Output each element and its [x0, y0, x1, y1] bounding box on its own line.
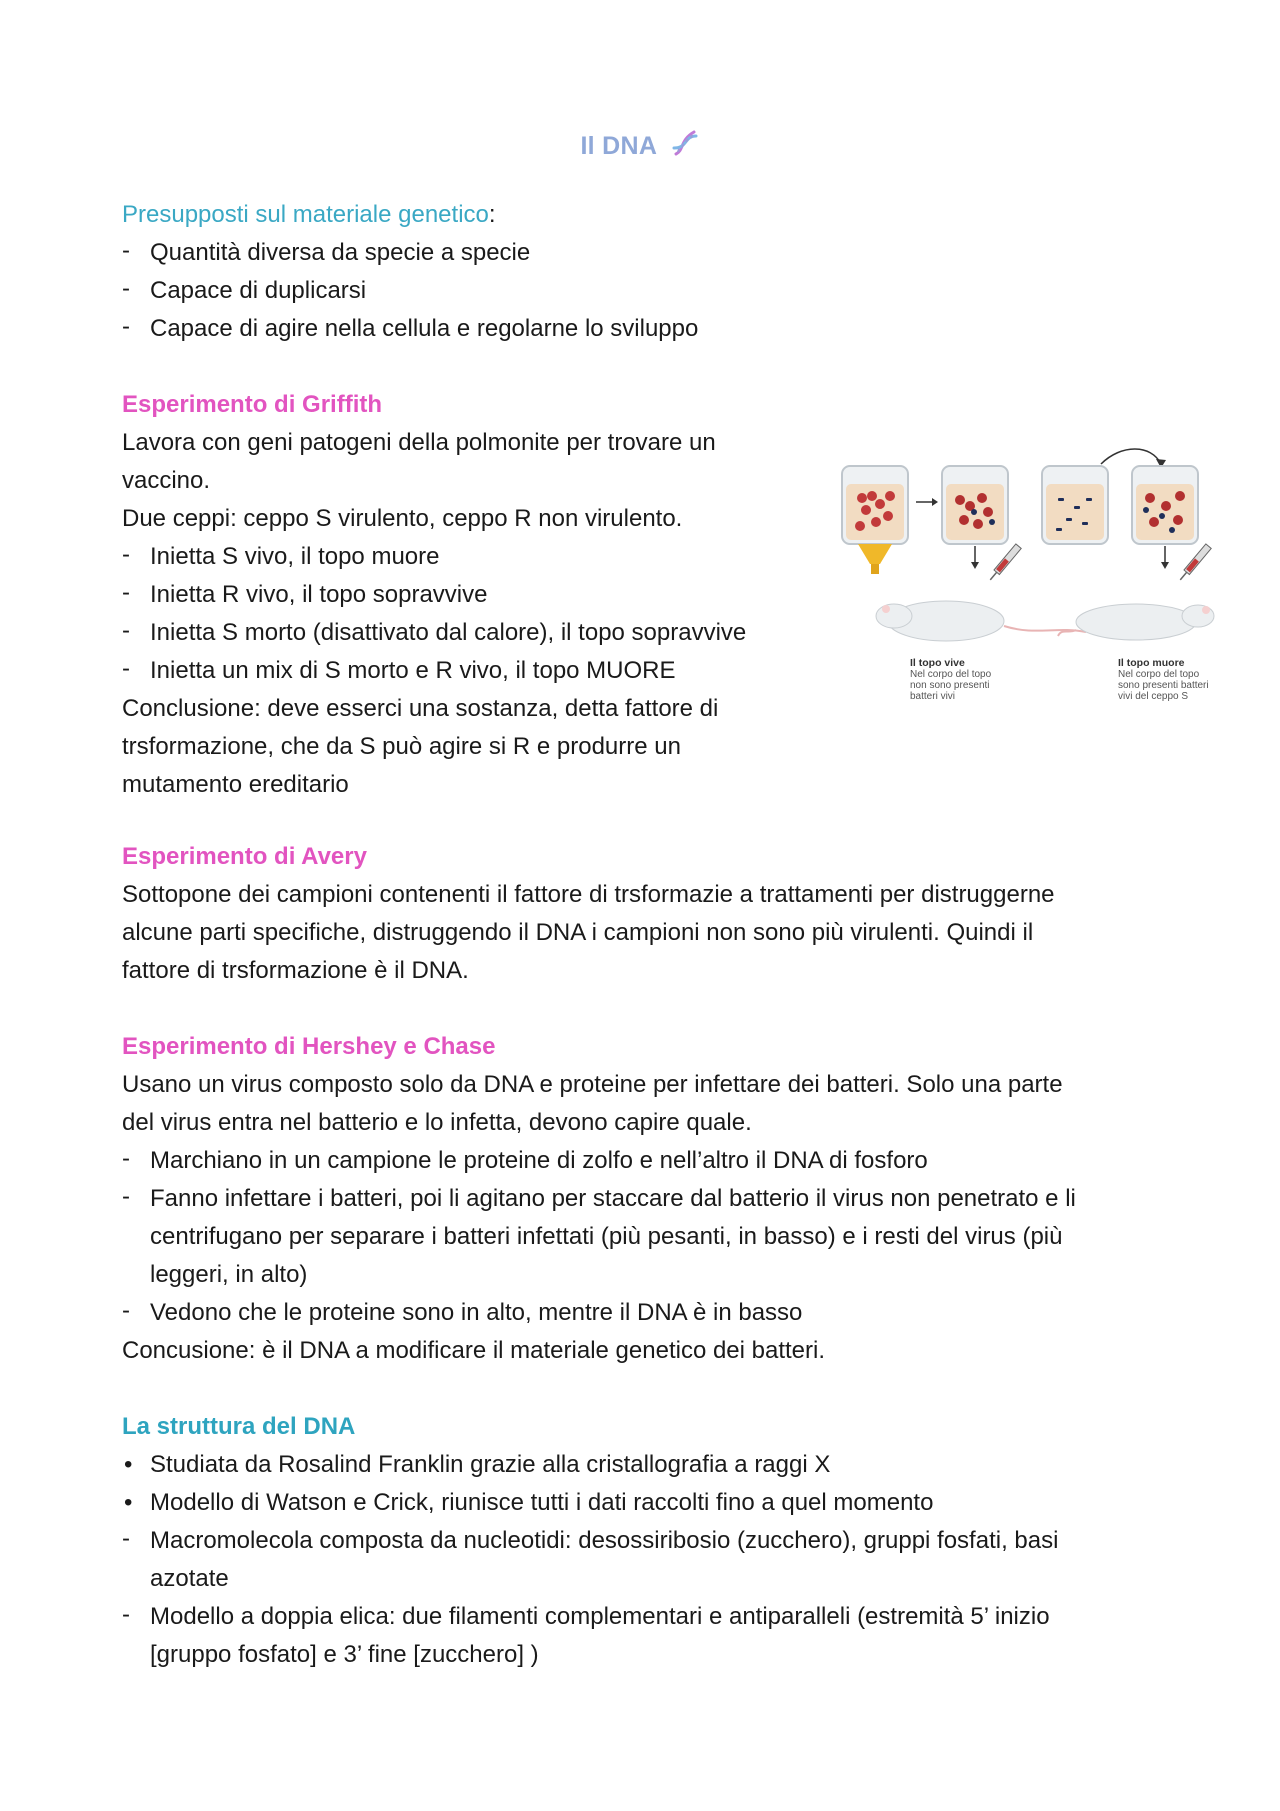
- list-item: - Inietta S vivo, il topo muore: [122, 538, 746, 576]
- griffith-heading: Esperimento di Griffith: [122, 391, 383, 418]
- list-item: - Inietta S morto (disattivato dal calore), il topo sopravvive: [122, 614, 746, 652]
- caption-line: non sono presenti: [910, 680, 990, 691]
- paragraph-line: Lavora con geni patogeni della polmonite per trovare un: [122, 429, 716, 456]
- conclusion-line: trsformazione, che da S può agire si R e produrre un: [122, 733, 681, 760]
- list-item-line: leggeri, in alto): [150, 1261, 308, 1288]
- avery-heading: Esperimento di Avery: [122, 843, 367, 870]
- page-title-text: Il DNA: [580, 132, 657, 160]
- list-item-line: centrifugano per separare i batteri infettati (più pesanti, in basso) e i resti del virus (più: [150, 1223, 1063, 1250]
- list-item: • Studiata da Rosalind Franklin grazie alla cristallografia a raggi X: [122, 1446, 1058, 1484]
- list-item: - Quantità diversa da specie a specie: [122, 234, 698, 272]
- griffith-experiment-figure: [836, 446, 1226, 716]
- conclusion-line: Concusione: è il DNA a modificare il materiale genetico dei batteri.: [122, 1337, 826, 1364]
- structure-heading: La struttura del DNA: [122, 1413, 356, 1440]
- page-title: [0, 128, 1280, 165]
- hershey-heading: Esperimento di Hershey e Chase: [122, 1033, 496, 1060]
- caption-left-title: Il topo vive: [910, 657, 965, 669]
- caption-line: Nel corpo del topo: [1118, 669, 1200, 680]
- griffith-section: [122, 386, 746, 804]
- structure-section: [122, 1408, 1058, 1674]
- list-item: • Modello di Watson e Crick, riunisce tutti i dati raccolti fino a quel momento: [122, 1484, 1058, 1522]
- list-item-line: azotate: [150, 1565, 229, 1592]
- intro-section: [122, 196, 698, 348]
- intro-heading-line: [122, 196, 698, 234]
- paragraph-line: Sottopone dei campioni contenenti il fattore di trsformazie a trattamenti per distruggerne: [122, 881, 1055, 908]
- conclusion-line: Conclusione: deve esserci una sostanza, detta fattore di: [122, 695, 719, 722]
- caption-line: Nel corpo del topo: [910, 669, 992, 680]
- dna-icon: [670, 128, 700, 165]
- list-item-line: - Macromolecola composta da nucleotidi: desossiribosio (zucchero), gruppi fosfati, basi: [150, 1527, 1059, 1554]
- list-item: - Marchiano in un campione le proteine di zolfo e nell’altro il DNA di fosforo: [122, 1142, 1076, 1180]
- paragraph-line: fattore di trsformazione è il DNA.: [122, 957, 469, 984]
- paragraph-line: Due ceppi: ceppo S virulento, ceppo R non virulento.: [122, 505, 683, 532]
- list-item: [122, 1598, 1058, 1674]
- list-item: [122, 1522, 1058, 1598]
- griffith-illustration: [836, 446, 1226, 656]
- list-item-line: - Modello a doppia elica: due filamenti complementari e antiparalleli (estremità 5’ inizio: [150, 1603, 1050, 1630]
- caption-line: vivi del ceppo S: [1118, 691, 1189, 702]
- figure-caption-left: [910, 658, 991, 702]
- hershey-section: [122, 1028, 1076, 1370]
- figure-caption-right: [1118, 658, 1209, 702]
- list-item: - Inietta R vivo, il topo sopravvive: [122, 576, 746, 614]
- caption-right-title: Il topo muore: [1118, 657, 1185, 669]
- list-item: - Inietta un mix di S morto e R vivo, il topo MUORE: [122, 652, 746, 690]
- paragraph-line: del virus entra nel batterio e lo infetta, devono capire quale.: [122, 1109, 752, 1136]
- intro-heading: Presupposti sul materiale genetico: [122, 201, 489, 228]
- list-item: [122, 1180, 1076, 1294]
- paragraph-line: alcune parti specifiche, distruggendo il DNA i campioni non sono più virulenti. Quindi il: [122, 919, 1034, 946]
- caption-line: batteri vivi: [910, 691, 956, 702]
- avery-section: [122, 838, 1055, 990]
- list-item: - Capace di agire nella cellula e regolarne lo sviluppo: [122, 310, 698, 348]
- caption-line: sono presenti batteri: [1118, 680, 1209, 691]
- list-item: - Vedono che le proteine sono in alto, mentre il DNA è in basso: [122, 1294, 1076, 1332]
- paragraph-line: Usano un virus composto solo da DNA e proteine per infettare dei batteri. Solo una parte: [122, 1071, 1063, 1098]
- list-item: - Capace di duplicarsi: [122, 272, 698, 310]
- list-item-line: [gruppo fosfato] e 3’ fine [zucchero] ): [150, 1641, 539, 1668]
- conclusion-line: mutamento ereditario: [122, 771, 349, 798]
- list-item-line: - Fanno infettare i batteri, poi li agitano per staccare dal batterio il virus non penetrato e li: [150, 1185, 1076, 1212]
- intro-colon: :: [488, 201, 496, 228]
- paragraph-line: vaccino.: [122, 467, 211, 494]
